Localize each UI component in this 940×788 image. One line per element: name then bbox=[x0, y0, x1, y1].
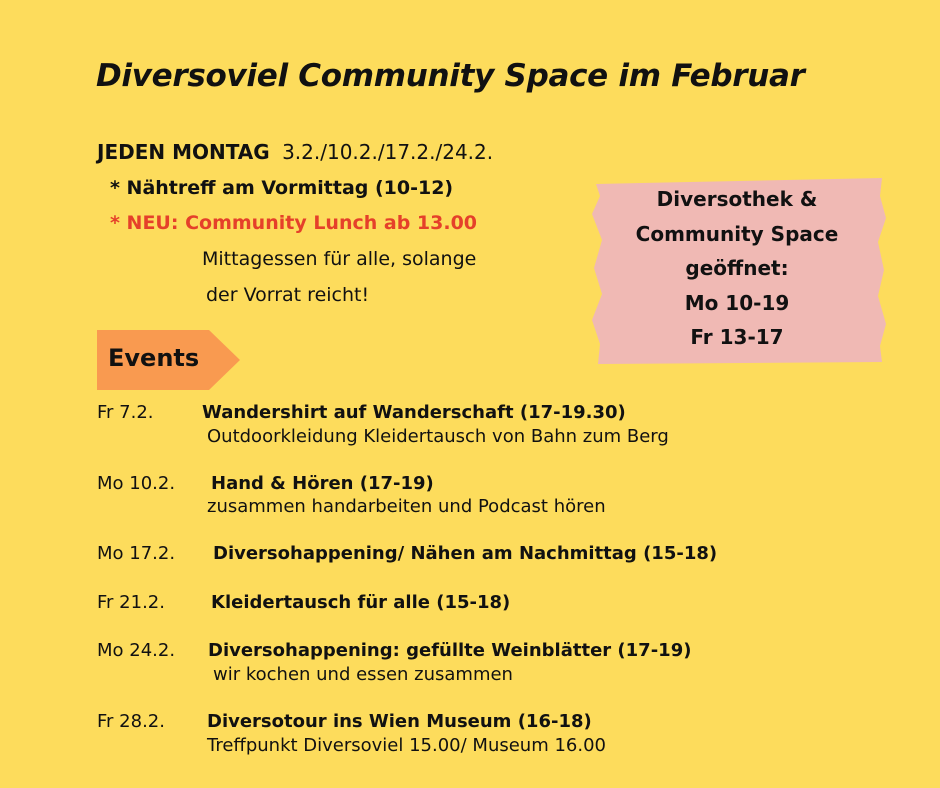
hours-line-5: Fr 13-17 bbox=[690, 325, 784, 349]
event-title: Diversohappening: gefüllte Weinblätter (17-19) bbox=[208, 640, 692, 661]
event-title: Diversotour ins Wien Museum (16-18) bbox=[207, 711, 592, 732]
events-label: Events bbox=[108, 344, 200, 372]
event-date: Fr 28.2. bbox=[97, 711, 165, 732]
event-date: Mo 10.2. bbox=[97, 473, 176, 494]
event-date: Mo 24.2. bbox=[97, 640, 176, 661]
event-subtitle: zusammen handarbeiten und Podcast hören bbox=[207, 496, 606, 517]
event-title: Diversohappening/ Nähen am Nachmittag (15-18) bbox=[213, 543, 718, 564]
monday-item-lunch: * NEU: Community Lunch ab 13.00 bbox=[110, 212, 478, 234]
event-date: Mo 17.2. bbox=[97, 543, 176, 564]
monday-heading-line bbox=[97, 140, 493, 164]
monday-note-line-1: Mittagessen für alle, solange bbox=[202, 248, 477, 270]
event-title: Hand & Hören (17-19) bbox=[211, 473, 434, 494]
event-title: Kleidertausch für alle (15-18) bbox=[211, 592, 511, 613]
hours-line-4: Mo 10-19 bbox=[684, 290, 790, 315]
event-subtitle: wir kochen und essen zusammen bbox=[213, 664, 513, 685]
hours-line-2: Community Space bbox=[635, 221, 839, 246]
event-subtitle: Treffpunkt Diversoviel 15.00/ Museum 16.00 bbox=[207, 735, 607, 756]
opening-hours-text bbox=[592, 182, 882, 355]
event-date: Fr 7.2. bbox=[97, 402, 154, 423]
page-title: Diversoviel Community Space im Februar bbox=[96, 58, 805, 94]
opening-hours-box bbox=[592, 178, 886, 364]
hours-line-3: geöffnet: bbox=[685, 256, 789, 280]
monday-dates: 3.2./10.2./17.2./24.2. bbox=[282, 140, 494, 164]
events-tag bbox=[97, 330, 241, 390]
monday-heading: JEDEN MONTAG bbox=[97, 140, 270, 164]
monday-note-line-2: der Vorrat reicht! bbox=[206, 284, 370, 306]
hours-line-1: Diversothek & bbox=[656, 187, 818, 211]
event-subtitle: Outdoorkleidung Kleidertausch von Bahn zum Berg bbox=[207, 426, 669, 447]
event-title: Wandershirt auf Wanderschaft (17-19.30) bbox=[202, 402, 626, 423]
event-date: Fr 21.2. bbox=[97, 592, 165, 613]
monday-item-sewing: * Nähtreff am Vormittag (10-12) bbox=[110, 177, 454, 199]
